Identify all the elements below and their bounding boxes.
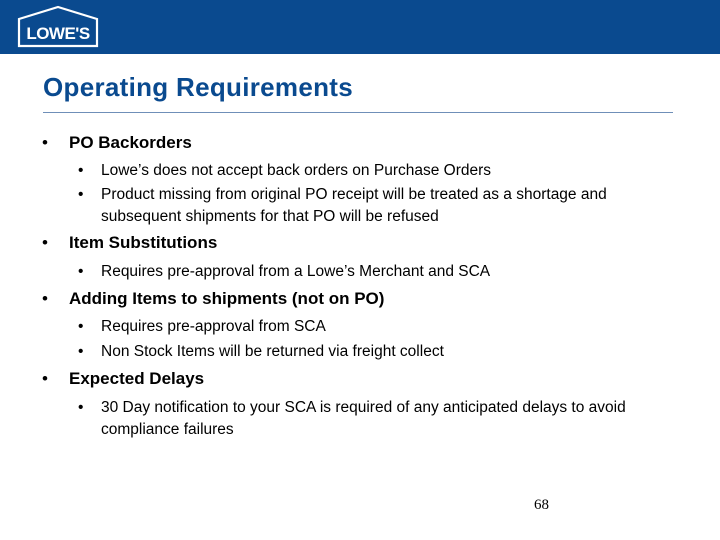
section-heading-item-substitutions bbox=[42, 233, 217, 253]
list-item bbox=[78, 316, 678, 338]
section-heading-label: Item Substitutions bbox=[69, 233, 218, 252]
bullet: • bbox=[78, 186, 84, 203]
page-number: 68 bbox=[534, 497, 549, 513]
section-heading-label: Expected Delays bbox=[69, 369, 205, 388]
bullet: • bbox=[42, 133, 48, 152]
list-item bbox=[78, 184, 678, 228]
list-item-text: 30 Day notification to your SCA is required of any anticipated delays to avoid compliance failures bbox=[101, 399, 626, 438]
section-heading-expected-delays bbox=[42, 369, 204, 389]
list-item-text: Requires pre-approval from SCA bbox=[101, 318, 326, 335]
logo-text: LOWE'S bbox=[26, 24, 90, 43]
title-divider bbox=[43, 112, 673, 113]
list-item-text: Non Stock Items will be returned via freight collect bbox=[101, 343, 444, 360]
slide-title: Operating Requirements bbox=[43, 72, 353, 102]
section-heading-label: Adding Items to shipments (not on PO) bbox=[69, 289, 385, 308]
list-item bbox=[78, 160, 678, 182]
bullet: • bbox=[78, 343, 84, 360]
bullet: • bbox=[42, 369, 48, 388]
list-item-text: Lowe’s does not accept back orders on Purchase Orders bbox=[101, 162, 492, 179]
lowes-logo bbox=[16, 5, 100, 48]
bullet: • bbox=[78, 318, 84, 335]
header-band bbox=[0, 0, 720, 54]
bullet: • bbox=[78, 162, 84, 179]
section-heading-adding-items bbox=[42, 289, 384, 309]
list-item-text: Requires pre-approval from a Lowe’s Merchant and SCA bbox=[101, 263, 491, 280]
list-item-text: Product missing from original PO receipt will be treated as a shortage and subsequent shipments for that PO will be refused bbox=[101, 186, 607, 225]
section-heading-po-backorders bbox=[42, 133, 192, 153]
section-heading-label: PO Backorders bbox=[69, 133, 192, 152]
list-item bbox=[78, 261, 678, 283]
bullet: • bbox=[42, 289, 48, 308]
bullet: • bbox=[78, 263, 84, 280]
bullet: • bbox=[42, 233, 48, 252]
list-item bbox=[78, 397, 678, 441]
bullet: • bbox=[78, 399, 84, 416]
list-item bbox=[78, 341, 678, 363]
